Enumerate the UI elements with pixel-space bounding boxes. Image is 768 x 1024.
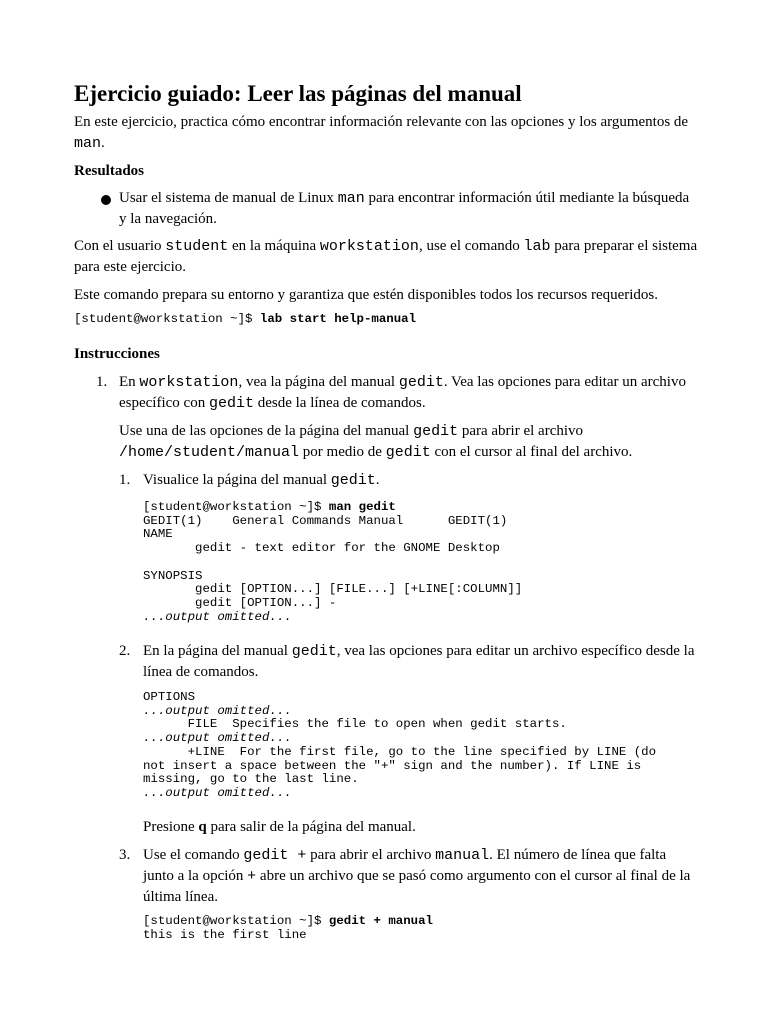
substep-number: 1. [119, 472, 131, 488]
inline-code: gedit + [243, 847, 307, 864]
shell-prompt: [student@workstation ~]$ [143, 500, 329, 514]
step-text: para abrir el archivo [458, 423, 584, 439]
step-text: En la página del manual [143, 643, 292, 659]
setup-text: en la máquina [228, 238, 320, 254]
command-output: GEDIT(1) General Commands Manual GEDIT(1) NAME gedit - text editor for the GNOME Desktop SYNOPSIS gedit [OPTION...] [FILE...] [+LINE[:COLUMN]] gedit [OPTION...] - [143, 513, 523, 610]
step-text: Visualice la página del manual [143, 472, 331, 488]
section-heading-resultados: Resultados [74, 163, 145, 179]
option-file-line: FILE Specifies the file to open when gedit starts. [143, 717, 567, 732]
step-number: 1. [96, 374, 108, 390]
substep-number: 3. [119, 847, 131, 863]
step-text-end: desde la línea de comandos. [253, 395, 426, 411]
bullet-text-end: para encontrar información útil mediante la búsqueda y la navegación. [119, 190, 690, 227]
step1-detail-paragraph [119, 421, 699, 463]
page-title: Ejercicio guiado: Leer las páginas del manual [74, 81, 522, 106]
shell-prompt: [student@workstation ~]$ [143, 914, 329, 928]
option-line-description: +LINE For the first file, go to the line specified by LINE (do not insert a space between the "+" sign and the number). If LINE is missing, go to the last line. [143, 744, 657, 787]
prepare-paragraph: Este comando prepara su entorno y garantiza que estén disponibles todos los recursos requeridos. [74, 287, 659, 303]
substep1-paragraph [143, 470, 699, 491]
step-text: Presione [143, 819, 199, 835]
step-text: por medio de [299, 444, 386, 460]
inline-code: gedit [413, 423, 459, 440]
substep-number: 2. [119, 643, 131, 659]
quit-paragraph [143, 817, 699, 838]
step-text: Use una de las opciones de la página del manual [119, 423, 414, 439]
step-text: para abrir el archivo [306, 847, 436, 863]
output-omitted: ...output omitted... [143, 785, 292, 800]
inline-code: student [165, 238, 229, 255]
step-text: En [119, 374, 140, 390]
inline-code: gedit [330, 472, 376, 489]
inline-code: /home/student/manual [119, 444, 300, 461]
inline-code: man [74, 135, 102, 152]
step-text-end: para salir de la página del manual. [206, 819, 416, 835]
inline-code: manual [435, 847, 490, 864]
step-text-end: . [375, 472, 380, 488]
code-block-man-gedit [143, 501, 522, 624]
inline-code: workstation [139, 374, 239, 391]
command-output: this is the first line [143, 927, 307, 942]
step-text-end: , vea las opciones para editar un archivo específico desde la línea de comandos. [143, 643, 695, 680]
substep2-paragraph [143, 641, 699, 683]
shell-command: lab start help-manual [259, 312, 417, 326]
inline-code: gedit [385, 444, 431, 461]
output-omitted: ...output omitted... [143, 609, 292, 624]
section-heading-instrucciones: Instrucciones [74, 346, 160, 362]
output-omitted: ...output omitted... [143, 703, 292, 718]
setup-text: , use el comando [418, 238, 524, 254]
shell-command: gedit + manual [328, 914, 433, 928]
substep3-paragraph [143, 845, 699, 908]
inline-code: workstation [319, 238, 419, 255]
step-text-end: con el cursor al final del archivo. [430, 444, 633, 460]
inline-code: lab [523, 238, 551, 255]
inline-code: gedit [398, 374, 444, 391]
key-label: q [198, 819, 207, 835]
step1-paragraph [119, 372, 699, 414]
step-text: . Vea las opciones para editar un archivo específico con [119, 374, 686, 411]
step-text: Use el comando [143, 847, 244, 863]
setup-paragraph [74, 236, 699, 278]
step-text: . El número de línea que falta junto a la opción [143, 847, 667, 884]
step-text-end: abre un archivo que se pasó como argumento con el cursor al final de la última línea. [143, 868, 691, 905]
result-bullet-item [119, 188, 699, 230]
code-block-options [143, 691, 656, 801]
code-block-gedit-manual [143, 915, 433, 942]
shell-prompt: [student@workstation ~]$ [74, 312, 260, 326]
inline-code: man [337, 190, 365, 207]
setup-text-end: para preparar el sistema para este ejercicio. [74, 238, 698, 275]
bullet-icon [101, 195, 111, 205]
options-label: OPTIONS [143, 690, 196, 704]
inline-code: gedit [291, 643, 337, 660]
inline-code: + [247, 868, 257, 885]
output-omitted: ...output omitted... [143, 731, 292, 746]
inline-code: gedit [208, 395, 254, 412]
step-text: , vea la página del manual [238, 374, 399, 390]
intro-paragraph [74, 112, 699, 154]
bullet-text: Usar el sistema de manual de Linux [119, 190, 338, 206]
start-command-line [74, 312, 416, 326]
setup-text: Con el usuario [74, 238, 166, 254]
intro-text-end: . [101, 135, 105, 151]
shell-command: man gedit [328, 500, 396, 514]
intro-text: En este ejercicio, practica cómo encontrar información relevante con las opciones y los argumentos de [74, 114, 689, 130]
